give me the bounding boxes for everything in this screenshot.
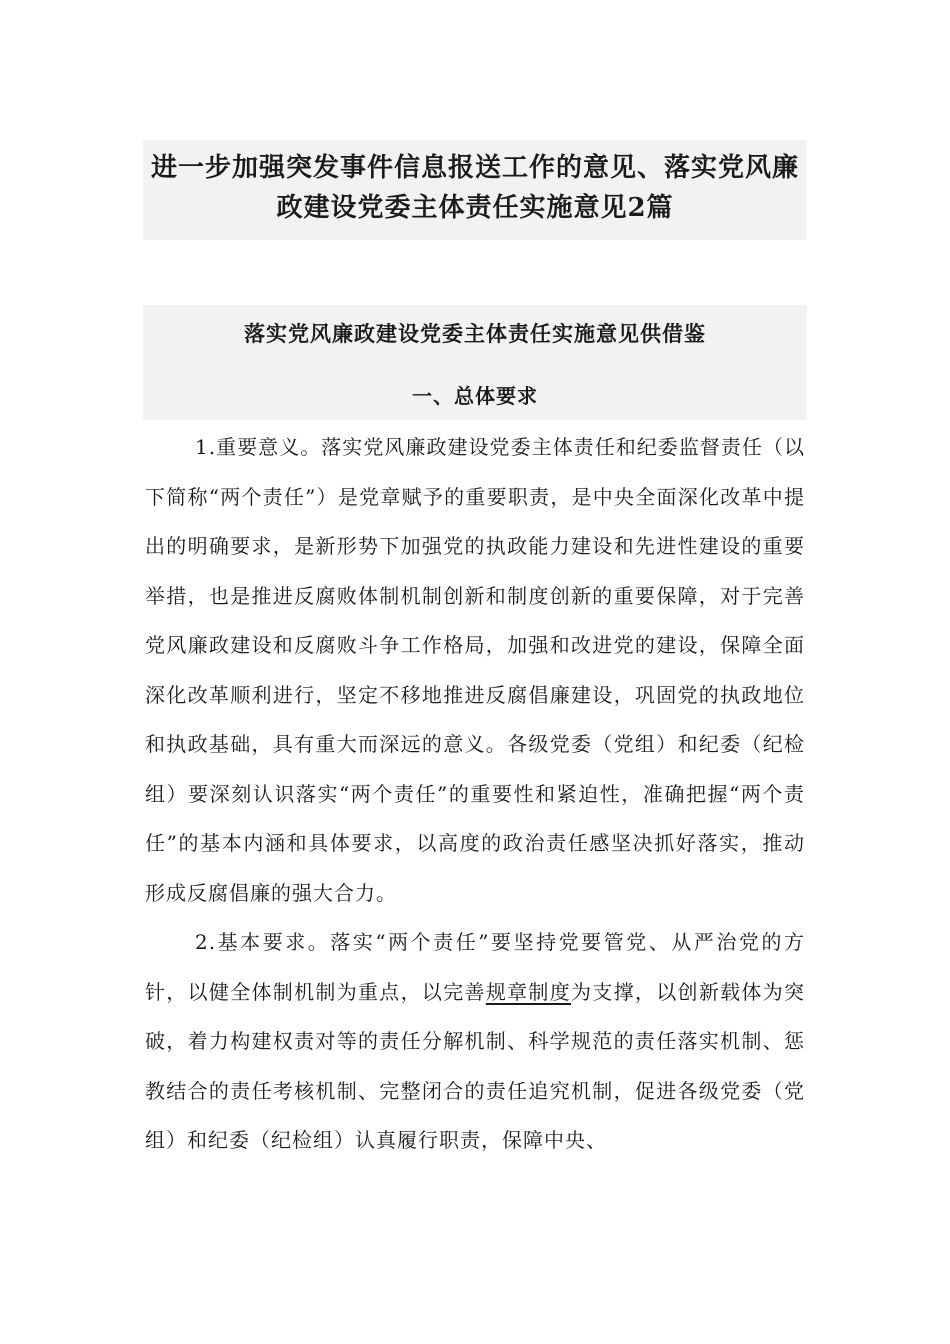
- subheading-general-requirements: 一、总体要求: [412, 384, 538, 408]
- paragraph-basic-requirements: [145, 918, 805, 1166]
- section-title: 落实党风廉政建设党委主体责任实施意见供借鉴: [244, 321, 706, 346]
- paragraph-text-after-link: 为支撑，以创新载体为突破，着力构建权责对等的责任分解机制、科学规范的责任落实机制、惩教结合的责任考核机制、完整闭合的责任追究机制，促进各级党委（党组）和纪委（纪检组）认真履行职责，保障中央、: [145, 979, 806, 1152]
- section-header-block: [143, 305, 807, 420]
- regulations-link[interactable]: 规章制度: [485, 979, 572, 1004]
- paragraph-text-before-link: 2.基本要求。落实“两个责任”要坚持党要管党、从严治党的方针，以健全体制机制为重点，以完善: [145, 930, 805, 1004]
- paragraph-importance: 1.重要意义。落实党风廉政建设党委主体责任和纪委监督责任（以下简称“两个责任”）是党章赋予的重要职责，是中央全面深化改革中提出的明确要求，是新形势下加强党的执政能力建设和先进性建设的重要举措，也是推进反腐败体制机制创新和制度创新的重要保障，对于完善党风廉政建设和反腐败斗争工作格局，加强和改进党的建设，保障全面深化改革顺利进行，坚定不移地推进反腐倡廉建设，巩固党的执政地位和执政基础，具有重大而深远的意义。各级党委（党组）和纪委（纪检组）要深刻认识落实“两个责任”的重要性和紧迫性，准确把握“两个责任”的基本内涵和具体要求，以高度的政治责任感坚决抓好落实，推动形成反腐倡廉的强大合力。: [145, 435, 805, 905]
- document-title: 进一步加强突发事件信息报送工作的意见、落实党风廉政建设党委主体责任实施意见2篇: [150, 153, 799, 223]
- document-title-block: [143, 140, 807, 240]
- document-body: [145, 423, 805, 1166]
